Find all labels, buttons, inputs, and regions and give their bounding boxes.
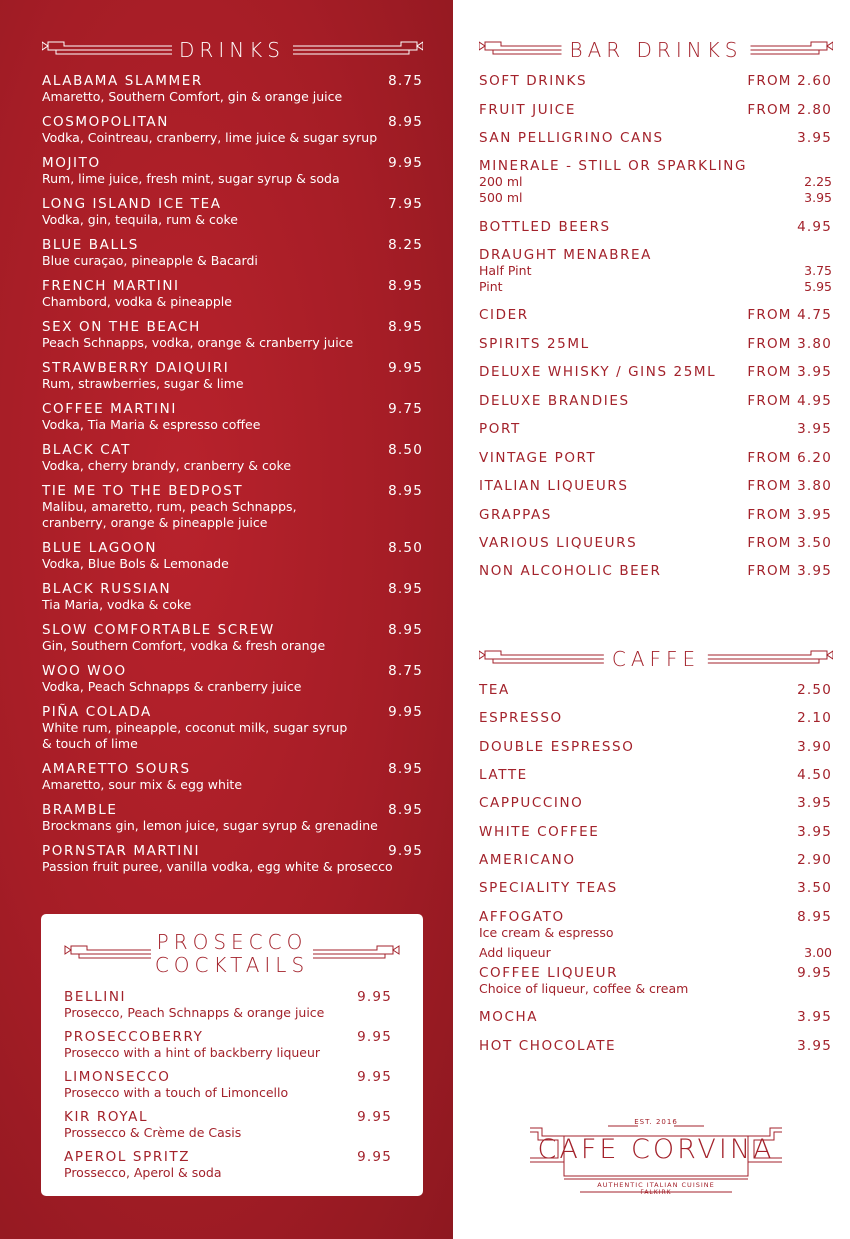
cocktail-name: COSMOPOLITAN	[42, 114, 169, 130]
caffe-item	[479, 965, 832, 997]
prosecco-item	[64, 1069, 392, 1101]
cafe-corvina-logo	[528, 1114, 784, 1194]
cocktail-name: MOJITO	[42, 155, 101, 171]
bar-item-price: FROM 3.80	[747, 336, 832, 352]
caffe-item-price: 3.90	[797, 739, 832, 755]
cocktail-name: LONG ISLAND ICE TEA	[42, 196, 222, 212]
bar-item	[479, 535, 832, 551]
bar-item-name: DELUXE BRANDIES	[479, 393, 630, 409]
prosecco-item	[64, 1109, 392, 1141]
prosecco-item	[64, 989, 392, 1021]
bar-item-name: SOFT DRINKS	[479, 73, 588, 89]
caffe-item	[479, 880, 832, 896]
bar-item	[479, 307, 832, 323]
bar-item-price: 3.95	[797, 130, 832, 146]
bar-sub-option	[479, 174, 832, 190]
bar-item-name: CIDER	[479, 307, 529, 323]
cocktail-price: 7.95	[388, 196, 423, 212]
caffe-item	[479, 795, 832, 811]
caffe-item-name: HOT CHOCOLATE	[479, 1038, 617, 1054]
caffe-item-price: 4.50	[797, 767, 832, 783]
caffe-item-description: Choice of liqueur, coffee & cream	[479, 981, 689, 996]
cocktail-description: Tia Maria, vodka & coke	[42, 597, 192, 612]
caffe-item	[479, 767, 832, 783]
bar-item-price: FROM 3.95	[747, 364, 832, 380]
cocktail-name: BLUE BALLS	[42, 237, 139, 253]
caffe-item-name: AFFOGATO	[479, 909, 565, 925]
caffe-item	[479, 852, 832, 868]
cocktail-price: 8.95	[388, 114, 423, 130]
cocktail-price: 8.75	[388, 73, 423, 89]
prosecco-name: APEROL SPRITZ	[64, 1149, 191, 1165]
logo-name: CAFE CORVINA	[537, 1134, 775, 1165]
prosecco-description: Prosecco with a hint of backberry liqueur	[64, 1045, 321, 1060]
prosecco-price: 9.95	[357, 1149, 392, 1165]
cocktail-name: SEX ON THE BEACH	[42, 319, 201, 335]
bar-item-name: VINTAGE PORT	[479, 450, 597, 466]
bar-item-name: VARIOUS LIQUEURS	[479, 535, 638, 551]
cocktail-name: FRENCH MARTINI	[42, 278, 180, 294]
cocktail-item	[42, 442, 423, 474]
caffe-add-on-price: 3.00	[804, 945, 832, 960]
prosecco-item	[64, 1029, 392, 1061]
cocktail-item	[42, 155, 423, 187]
caffe-item	[479, 909, 832, 961]
bar-item-name: BOTTLED BEERS	[479, 219, 611, 235]
bar-item-price: FROM 3.95	[747, 563, 832, 579]
bar-sub-label: 200 ml	[479, 174, 523, 189]
cocktail-name: BLACK RUSSIAN	[42, 581, 172, 597]
cocktail-item	[42, 843, 423, 875]
bar-sub-option	[479, 190, 832, 206]
bar-item	[479, 450, 832, 466]
bar-item	[479, 130, 832, 146]
cocktail-price: 8.50	[388, 540, 423, 556]
caffe-item-description: Ice cream & espresso	[479, 925, 614, 940]
cocktail-price: 8.95	[388, 483, 423, 499]
bar-sub-option	[479, 279, 832, 295]
bar-item-name: GRAPPAS	[479, 507, 552, 523]
logo-town: FALKIRK	[640, 1189, 672, 1196]
bar-item	[479, 73, 832, 89]
cocktail-name: STRAWBERRY DAIQUIRI	[42, 360, 230, 376]
bar-item	[479, 102, 832, 118]
cocktail-price: 8.95	[388, 802, 423, 818]
cocktail-description: Vodka, Cointreau, cranberry, lime juice & sugar syrup	[42, 130, 378, 145]
cocktail-item	[42, 540, 423, 572]
caffe-item	[479, 824, 832, 840]
bar-drinks-header	[479, 38, 833, 62]
cocktail-item	[42, 278, 423, 310]
cocktail-name: PIÑA COLADA	[42, 704, 152, 720]
prosecco-description: Prosecco, Peach Schnapps & orange juice	[64, 1005, 325, 1020]
bar-panel	[453, 0, 850, 1239]
caffe-add-on-label: Add liqueur	[479, 945, 551, 960]
bar-item	[479, 158, 832, 206]
bar-item-price: FROM 6.20	[747, 450, 832, 466]
bar-item-price: FROM 3.95	[747, 507, 832, 523]
caffe-item	[479, 1009, 832, 1025]
prosecco-price: 9.95	[357, 1069, 392, 1085]
bar-sub-price: 5.95	[804, 279, 832, 294]
cocktail-price: 8.75	[388, 663, 423, 679]
prosecco-name: LIMONSECCO	[64, 1069, 171, 1085]
caffe-item-name: DOUBLE ESPRESSO	[479, 739, 635, 755]
drinks-title: DRINKS	[179, 38, 285, 62]
cocktail-name: WOO WOO	[42, 663, 127, 679]
cocktail-price: 8.95	[388, 622, 423, 638]
cocktail-description: Malibu, amaretto, rum, peach Schnapps,	[42, 499, 297, 514]
bar-item	[479, 421, 832, 437]
cocktail-description: Amaretto, Southern Comfort, gin & orange juice	[42, 89, 343, 104]
bar-item-name: FRUIT JUICE	[479, 102, 576, 118]
bar-item-name: DRAUGHT MENABREA	[479, 247, 653, 263]
caffe-item-name: AMERICANO	[479, 852, 576, 868]
cocktail-item	[42, 196, 423, 228]
cocktail-price: 8.25	[388, 237, 423, 253]
cocktail-description: Peach Schnapps, vodka, orange & cranberry juice	[42, 335, 354, 350]
cocktail-price: 9.75	[388, 401, 423, 417]
bar-item	[479, 563, 832, 579]
cocktail-description: Vodka, cherry brandy, cranberry & coke	[42, 458, 292, 473]
bar-item-price: FROM 4.75	[747, 307, 832, 323]
bar-item	[479, 219, 832, 235]
cocktail-name: PORNSTAR MARTINI	[42, 843, 201, 859]
cocktail-item	[42, 483, 423, 531]
caffe-title: CAFFE	[604, 649, 708, 669]
bar-item-price: FROM 3.80	[747, 478, 832, 494]
bar-item	[479, 364, 832, 380]
bar-item-price: FROM 3.50	[747, 535, 832, 551]
caffe-item-name: SPECIALITY TEAS	[479, 880, 618, 896]
cocktail-description: Amaretto, sour mix & egg white	[42, 777, 243, 792]
cocktail-price: 9.95	[388, 360, 423, 376]
cocktail-price: 8.95	[388, 581, 423, 597]
drinks-header	[42, 38, 423, 62]
caffe-item-price: 3.95	[797, 795, 832, 811]
cocktail-description: Vodka, Blue Bols & Lemonade	[42, 556, 229, 571]
caffe-item-price: 8.95	[797, 909, 832, 925]
caffe-item-name: CAPPUCCINO	[479, 795, 584, 811]
bar-item-price: FROM 2.80	[747, 102, 832, 118]
bar-item-name: PORT	[479, 421, 521, 437]
cocktail-description: Passion fruit puree, vanilla vodka, egg white & prosecco	[42, 859, 393, 874]
bar-sub-label: 500 ml	[479, 190, 523, 205]
logo-established: EST. 2016	[634, 1118, 678, 1126]
prosecco-title-line2: COCKTAILS	[154, 953, 310, 977]
cocktail-item	[42, 237, 423, 269]
bar-item-name: SPIRITS 25ML	[479, 336, 590, 352]
cocktail-name: BRAMBLE	[42, 802, 118, 818]
bar-item	[479, 507, 832, 523]
bar-item-name: MINERALE - STILL OR SPARKLING	[479, 158, 748, 174]
bar-drinks-title: BAR DRINKS	[562, 40, 751, 60]
bar-item-name: ITALIAN LIQUEURS	[479, 478, 629, 494]
cocktail-item	[42, 761, 423, 793]
bar-item	[479, 478, 832, 494]
cocktail-name: ALABAMA SLAMMER	[42, 73, 203, 89]
bar-item-name: DELUXE WHISKY / GINS 25ML	[479, 364, 717, 380]
caffe-item-price: 9.95	[797, 965, 832, 981]
prosecco-card	[41, 914, 423, 1196]
cocktail-item	[42, 360, 423, 392]
cocktail-description: Chambord, vodka & pineapple	[42, 294, 232, 309]
bar-sub-price: 3.95	[804, 190, 832, 205]
bar-sub-price: 2.25	[804, 174, 832, 189]
cocktail-description: White rum, pineapple, coconut milk, sugar syrup	[42, 720, 348, 735]
bar-item-price: FROM 2.60	[747, 73, 832, 89]
cocktail-price: 8.95	[388, 319, 423, 335]
caffe-item-price: 2.90	[797, 852, 832, 868]
prosecco-description: Prossecco & Crème de Casis	[64, 1125, 242, 1140]
bar-item-name: SAN PELLIGRINO CANS	[479, 130, 664, 146]
prosecco-price: 9.95	[357, 989, 392, 1005]
caffe-item-price: 2.50	[797, 682, 832, 698]
cocktail-item	[42, 802, 423, 834]
bar-item-price: FROM 4.95	[747, 393, 832, 409]
cocktail-item	[42, 114, 423, 146]
prosecco-item	[64, 1149, 392, 1181]
cocktail-price: 9.95	[388, 155, 423, 171]
logo-tagline: AUTHENTIC ITALIAN CUISINE	[597, 1181, 715, 1189]
cocktail-description: Blue curaçao, pineapple & Bacardi	[42, 253, 258, 268]
bar-sub-price: 3.75	[804, 263, 832, 278]
cocktail-item	[42, 581, 423, 613]
cocktail-price: 8.95	[388, 761, 423, 777]
bar-item-price: 3.95	[797, 421, 832, 437]
bar-sub-option	[479, 263, 832, 279]
cocktail-item	[42, 401, 423, 433]
caffe-item	[479, 1038, 832, 1054]
prosecco-description: Prossecco, Aperol & soda	[64, 1165, 222, 1180]
caffe-header	[479, 647, 833, 671]
cocktail-description: Vodka, gin, tequila, rum & coke	[42, 212, 239, 227]
caffe-item-price: 3.50	[797, 880, 832, 896]
caffe-item-name: COFFEE LIQUEUR	[479, 965, 619, 981]
caffe-item-name: TEA	[479, 682, 510, 698]
caffe-item-name: MOCHA	[479, 1009, 539, 1025]
cocktail-description: Rum, lime juice, fresh mint, sugar syrup & soda	[42, 171, 340, 186]
caffe-item	[479, 682, 832, 698]
caffe-item-name: WHITE COFFEE	[479, 824, 600, 840]
cocktail-name: TIE ME TO THE BEDPOST	[42, 483, 244, 499]
prosecco-name: KIR ROYAL	[64, 1109, 149, 1125]
bar-item-name: NON ALCOHOLIC BEER	[479, 563, 662, 579]
cocktail-price: 8.50	[388, 442, 423, 458]
cocktail-name: COFFEE MARTINI	[42, 401, 177, 417]
cocktail-description: Vodka, Tia Maria & espresso coffee	[42, 417, 261, 432]
cocktail-price: 8.95	[388, 278, 423, 294]
caffe-item-name: ESPRESSO	[479, 710, 563, 726]
cocktail-item	[42, 704, 423, 752]
cocktail-price: 9.95	[388, 704, 423, 720]
bar-item-price: 4.95	[797, 219, 832, 235]
caffe-item-price: 3.95	[797, 824, 832, 840]
prosecco-title-line1: PROSECCO	[156, 930, 308, 954]
prosecco-name: PROSECCOBERRY	[64, 1029, 204, 1045]
bar-item	[479, 247, 832, 295]
prosecco-price: 9.95	[357, 1029, 392, 1045]
bar-sub-label: Pint	[479, 279, 503, 294]
caffe-item	[479, 710, 832, 726]
cocktail-description: Rum, strawberries, sugar & lime	[42, 376, 244, 391]
cocktail-item	[42, 319, 423, 351]
cocktail-description: Vodka, Peach Schnapps & cranberry juice	[42, 679, 302, 694]
cocktail-description-cont: cranberry, orange & pineapple juice	[42, 515, 268, 530]
cocktail-name: SLOW COMFORTABLE SCREW	[42, 622, 275, 638]
bar-sub-label: Half Pint	[479, 263, 532, 278]
cocktail-name: AMARETTO SOURS	[42, 761, 191, 777]
cocktail-name: BLACK CAT	[42, 442, 131, 458]
caffe-item-price: 3.95	[797, 1009, 832, 1025]
caffe-item-name: LATTE	[479, 767, 528, 783]
prosecco-name: BELLINI	[64, 989, 127, 1005]
cocktail-item	[42, 73, 423, 105]
bar-item	[479, 336, 832, 352]
cocktail-name: BLUE LAGOON	[42, 540, 158, 556]
caffe-item-price: 3.95	[797, 1038, 832, 1054]
cocktail-description: Brockmans gin, lemon juice, sugar syrup & grenadine	[42, 818, 378, 833]
cocktail-description-cont: & touch of lime	[42, 736, 138, 751]
prosecco-description: Prosecco with a touch of Limoncello	[64, 1085, 289, 1100]
cocktail-description: Gin, Southern Comfort, vodka & fresh orange	[42, 638, 326, 653]
caffe-add-on	[479, 945, 832, 961]
prosecco-price: 9.95	[357, 1109, 392, 1125]
cocktail-price: 9.95	[388, 843, 423, 859]
bar-item	[479, 393, 832, 409]
cocktail-item	[42, 663, 423, 695]
caffe-item-price: 2.10	[797, 710, 832, 726]
cocktail-item	[42, 622, 423, 654]
caffe-item	[479, 739, 832, 755]
